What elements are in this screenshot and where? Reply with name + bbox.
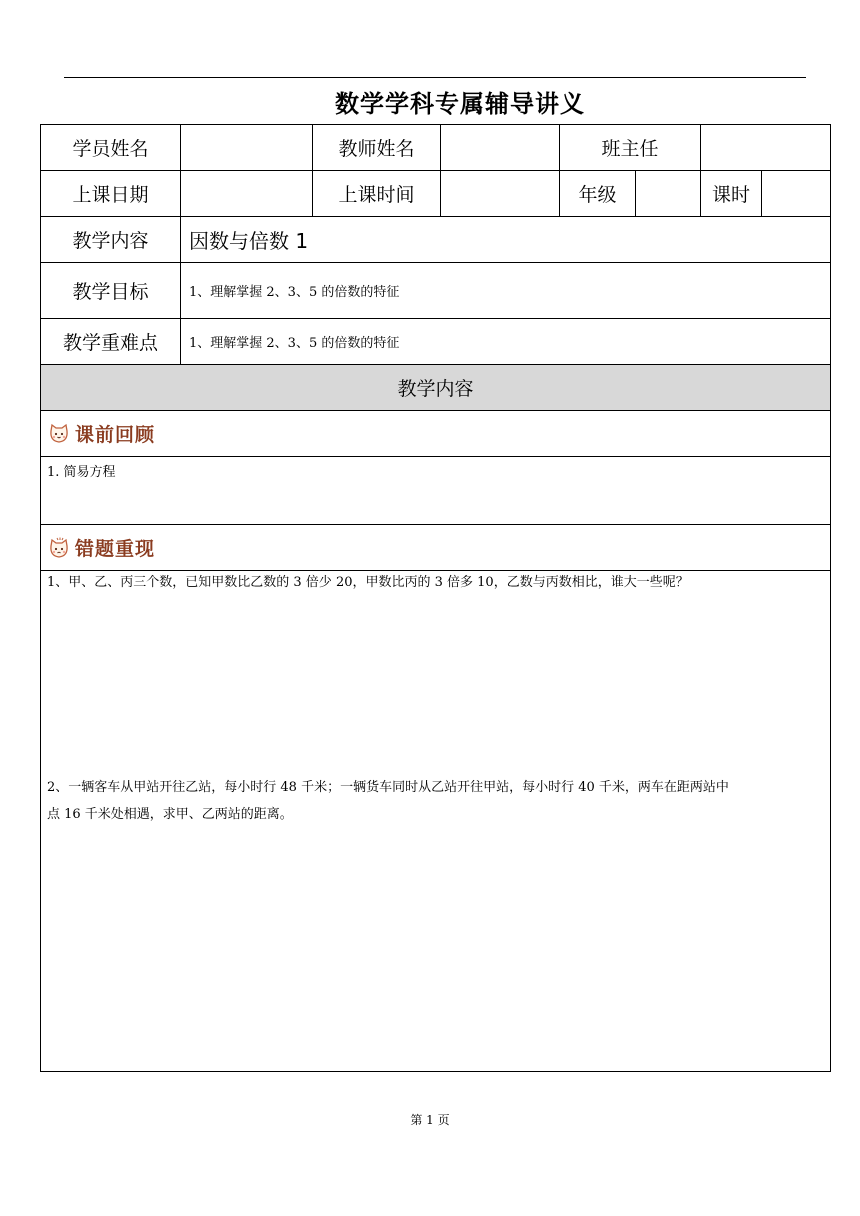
- goal-value: 1、理解掌握 2、3、5 的倍数的特征: [181, 263, 830, 319]
- class-time-label: 上课时间: [313, 171, 441, 217]
- head-teacher-label: 班主任: [560, 125, 701, 171]
- page-number: 第 1 页: [410, 1113, 450, 1127]
- key-points-label: 教学重难点: [41, 319, 181, 365]
- question-1: 1、甲、乙、丙三个数，已知甲数比乙数的 3 倍少 20，甲数比丙的 3 倍多 10，乙数与丙数相比，谁大一些呢？: [47, 575, 689, 590]
- cat-mascot-icon: [47, 536, 71, 560]
- content-label: 教学内容: [41, 217, 181, 263]
- cat-mascot-icon: [47, 422, 71, 446]
- mistakes-heading: [41, 525, 830, 571]
- review-body: [41, 457, 830, 525]
- mistakes-heading-text: 错题重现: [75, 538, 156, 560]
- header-rule: [64, 77, 806, 78]
- question-2-line-1: 2、一辆客车从甲站开往乙站，每小时行 48 千米；一辆货车同时从乙站开往甲站，每小时行 40 千米，两车在距两站中: [47, 780, 729, 795]
- content-value: 因数与倍数 1: [181, 217, 830, 263]
- class-time-field[interactable]: [441, 171, 560, 217]
- teacher-name-label: 教师姓名: [313, 125, 441, 171]
- review-heading-text: 课前回顾: [75, 424, 156, 446]
- class-date-label: 上课日期: [41, 171, 181, 217]
- goal-label: 教学目标: [41, 263, 181, 319]
- hours-field[interactable]: [762, 171, 830, 217]
- student-name-label: 学员姓名: [41, 125, 181, 171]
- document-title: 数学学科专属辅导讲义: [335, 90, 585, 118]
- class-date-field[interactable]: [181, 171, 313, 217]
- section-banner: 教学内容: [41, 365, 830, 411]
- question-2-line-2: 点 16 千米处相遇，求甲、乙两站的距离。: [47, 807, 293, 822]
- review-item: 1. 简易方程: [47, 465, 116, 480]
- grade-label: 年级: [560, 171, 636, 217]
- lesson-sheet: [40, 124, 831, 1072]
- key-points-value: 1、理解掌握 2、3、5 的倍数的特征: [181, 319, 830, 365]
- teacher-name-field[interactable]: [441, 125, 560, 171]
- review-heading: [41, 411, 830, 457]
- grade-field[interactable]: [636, 171, 701, 217]
- hours-label: 课时: [701, 171, 762, 217]
- mistakes-body: [41, 571, 830, 1071]
- student-name-field[interactable]: [181, 125, 313, 171]
- head-teacher-field[interactable]: [701, 125, 830, 171]
